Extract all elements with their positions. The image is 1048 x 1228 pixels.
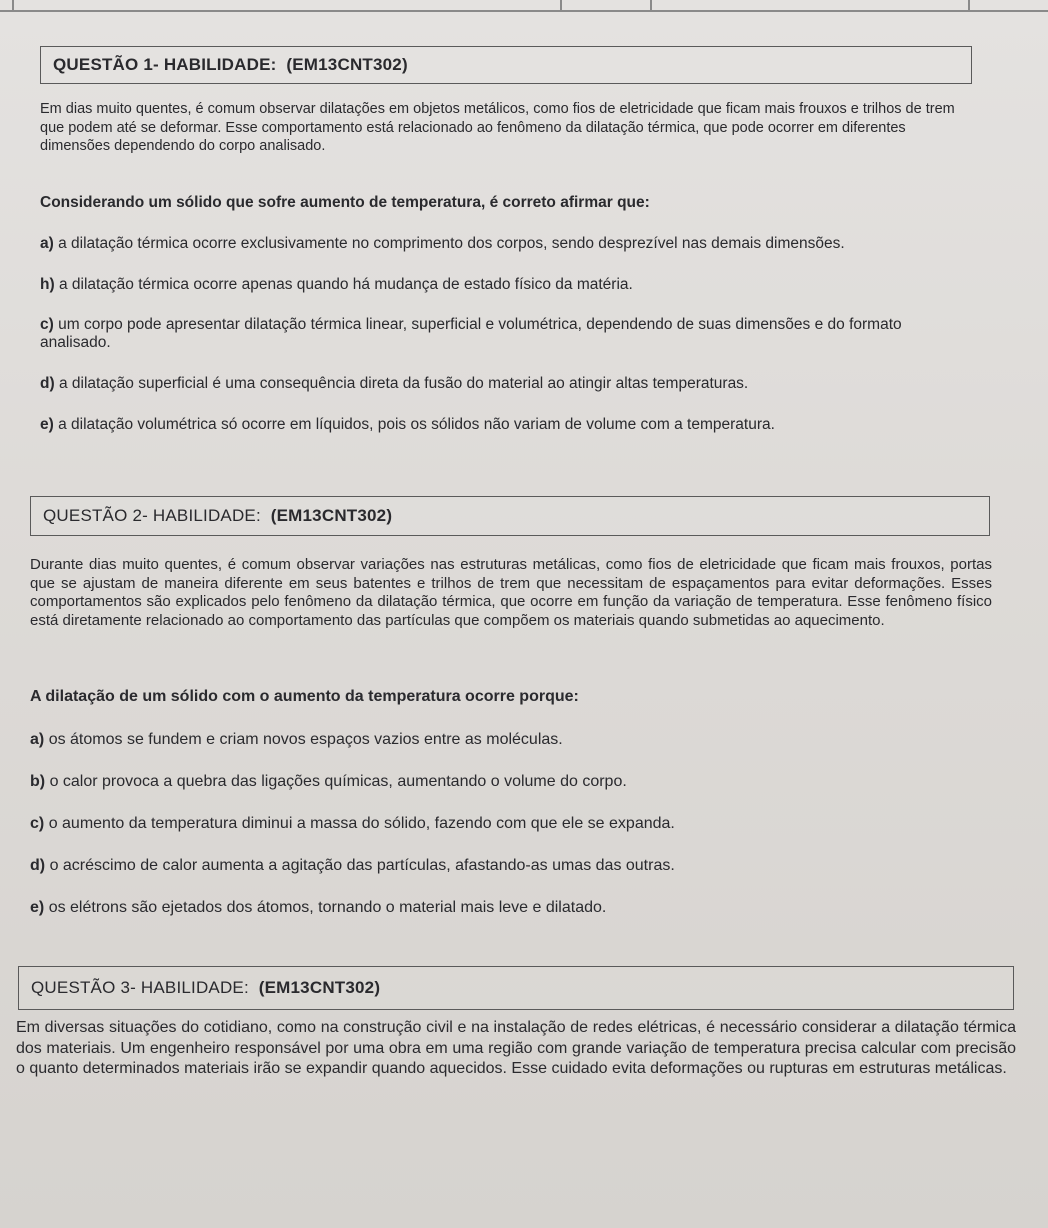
option-letter: e): [40, 416, 54, 433]
option-letter: a): [30, 731, 45, 748]
option-text: os elétrons são ejetados dos átomos, tornando o material mais leve e dilatado.: [48, 899, 607, 916]
question-2-option-b[interactable]: [30, 773, 627, 791]
option-text: a dilatação superficial é uma consequência direta da fusão do material ao atingir altas temperaturas.: [58, 375, 749, 392]
question-1-code: (EM13CNT302): [286, 55, 408, 74]
question-2-text: Durante dias muito quentes, é comum observar variações nas estruturas metálicas, como fios de eletricidade que ficam mais frouxos, portas que se ajustam de maneira diferente em seus batentes e trilhos de trem que necessitam de espaçamentos para evitar deformações. Esses comportamentos são explicados pelo fenômeno da dilatação térmica, que ocorre em função da variação de temperatura. Esse fenômeno físico está diretamente relacionado ao comportamento das partículas que compõem os materiais quando submetidas ao aquecimento.: [30, 556, 992, 629]
question-3-label: QUESTÃO 3- HABILIDADE:: [31, 978, 249, 997]
option-text: a dilatação térmica ocorre apenas quando há mudança de estado físico da matéria.: [58, 276, 633, 293]
top-table-divider: [560, 0, 562, 11]
question-2-option-e[interactable]: [30, 899, 606, 917]
question-2-prompt: A dilatação de um sólido com o aumento da temperatura ocorre porque:: [30, 688, 579, 705]
top-table-divider: [968, 0, 970, 11]
option-letter: a): [40, 235, 54, 252]
option-text: a dilatação volumétrica só ocorre em líquidos, pois os sólidos não variam de volume com a temperatura.: [58, 416, 775, 433]
option-letter: e): [30, 899, 45, 916]
question-3-code: (EM13CNT302): [258, 978, 381, 997]
question-2-option-a[interactable]: [30, 731, 563, 749]
top-table-divider: [12, 0, 14, 11]
question-2-code: (EM13CNT302): [270, 506, 393, 525]
option-text: um corpo pode apresentar dilatação térmica linear, superficial e volumétrica, dependendo de suas dimensões e do formato analisado.: [40, 316, 902, 351]
question-1-option-e[interactable]: [40, 416, 775, 434]
option-letter: h): [40, 276, 55, 293]
question-2-label: QUESTÃO 2- HABILIDADE:: [43, 506, 261, 525]
question-1-text: Em dias muito quentes, é comum observar dilatações em objetos metálicos, como fios de eletricidade que ficam mais frouxos e trilhos de trem que podem até se deformar. Esse comportamento está relacionado ao fenômeno da dilatação térmica, que pode ocorrer em diferentes dimensões dependendo do corpo analisado.: [40, 101, 955, 154]
option-letter: d): [40, 375, 55, 392]
question-3-text: Em diversas situações do cotidiano, como na construção civil e na instalação de redes elétricas, é necessário considerar a dilatação térmica dos materiais. Um engenheiro responsável por uma obra em uma região com grande variação de temperatura precisa calcular com precisão o quanto determinados materiais irão se expandir quando aquecidos. Esse cuidado evita deformações ou rupturas em estruturas metálicas.: [16, 1019, 1016, 1077]
option-text: a dilatação térmica ocorre exclusivamente no comprimento dos corpos, sendo desprezível nas demais dimensões.: [58, 235, 845, 252]
question-1-label: QUESTÃO 1- HABILIDADE:: [53, 55, 277, 74]
option-letter: c): [40, 316, 54, 333]
option-letter: d): [30, 857, 46, 874]
question-1-prompt: Considerando um sólido que sofre aumento de temperatura, é correto afirmar que:: [40, 194, 650, 211]
question-2-header: [30, 496, 990, 536]
question-2-option-c[interactable]: [30, 815, 675, 833]
option-text: o acréscimo de calor aumenta a agitação das partículas, afastando-as umas das outras.: [49, 857, 675, 874]
option-text: o calor provoca a quebra das ligações químicas, aumentando o volume do corpo.: [49, 773, 627, 790]
question-1-header: [40, 46, 972, 84]
question-1-option-a[interactable]: [40, 235, 845, 253]
top-table-divider: [650, 0, 652, 11]
question-1-option-b[interactable]: [40, 276, 633, 294]
option-letter: b): [30, 773, 46, 790]
option-letter: c): [30, 815, 45, 832]
question-3-header: [18, 966, 1014, 1010]
question-1-option-c[interactable]: [40, 316, 975, 352]
question-1-option-d[interactable]: [40, 375, 748, 393]
question-2-option-d[interactable]: [30, 857, 675, 875]
option-text: os átomos se fundem e criam novos espaços vazios entre as moléculas.: [48, 731, 563, 748]
top-table-border: [0, 10, 1048, 12]
option-text: o aumento da temperatura diminui a massa do sólido, fazendo com que ele se expanda.: [48, 815, 675, 832]
